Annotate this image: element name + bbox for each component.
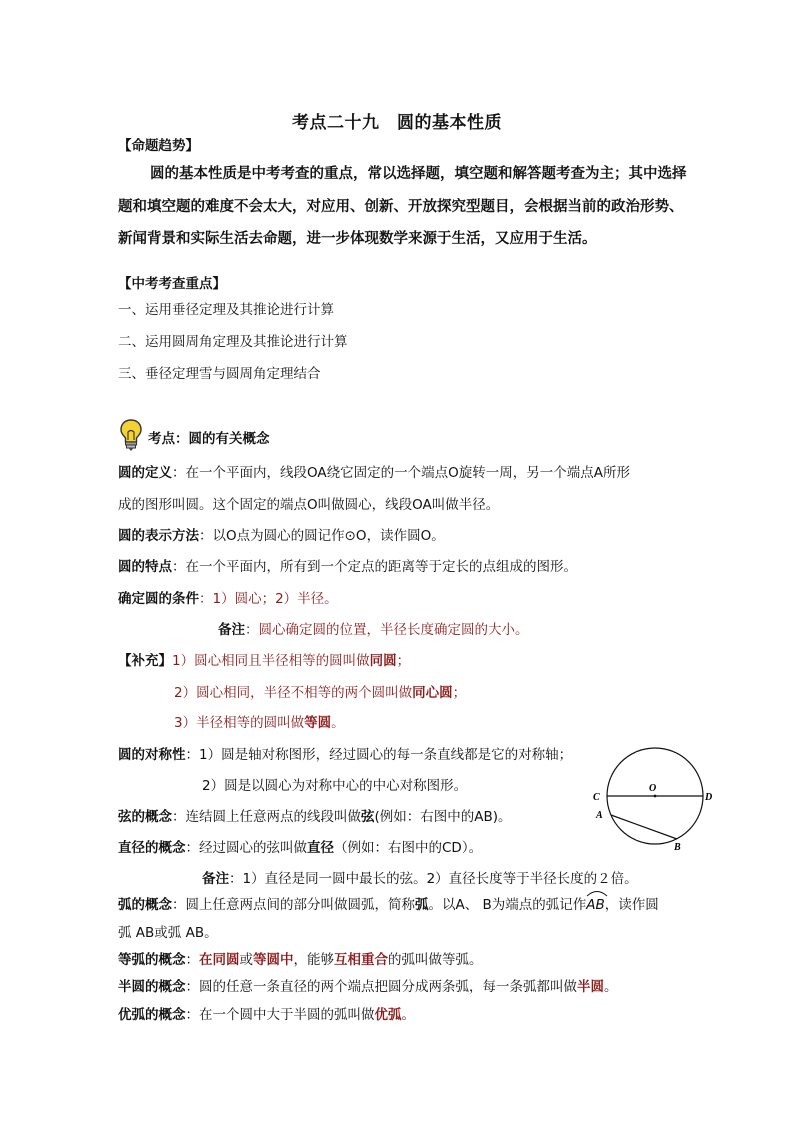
arc-notation	[586, 896, 605, 914]
notation-line	[118, 527, 445, 545]
key-point-1: 一、运用垂径定理及其推论进行计算	[118, 302, 334, 318]
equal-arc-or: 或	[239, 952, 253, 968]
notation-text: ：以O点为圆心的圆记作⊙O，读作圆O。	[199, 528, 445, 544]
section-title: 考点：圆的有关概念	[148, 431, 270, 447]
arc-pre: ：圆上任意两点间的部分叫做圆弧，简称	[172, 897, 415, 913]
key-point-2: 二、运用圆周角定理及其推论进行计算	[118, 334, 348, 350]
diameter-pre: ：经过圆心的弦叫做	[185, 840, 307, 856]
determine-text: ：1）圆心；2）半径。	[199, 591, 338, 607]
label-a: A	[596, 810, 603, 821]
center-point	[654, 795, 657, 798]
supplement-3-post: 。	[331, 715, 345, 731]
major-arc-term: 优弧	[374, 1007, 402, 1023]
equal-arc-line	[118, 951, 483, 969]
semicircle-pre: ：圆的任意一条直径的两个端点把圆分成两条弧，每一条弧都叫做	[185, 979, 577, 995]
determine-note-text: ：圆心确定圆的位置，半径长度确定圆的大小。	[245, 622, 529, 638]
determine-note-label: 备注	[218, 622, 245, 638]
semicircle-line	[118, 978, 618, 996]
supplement-label: 【补充】	[118, 653, 172, 669]
arc-symbol-icon	[586, 889, 608, 897]
equal-arc-colon: ：	[185, 952, 199, 968]
symmetry-line-1	[118, 746, 572, 764]
feature-text: ：在一个平面内，所有到一个定点的距离等于定长的点组成的图形。	[172, 559, 577, 575]
equal-arc-r3: 互相重合	[334, 952, 388, 968]
definition-label: 圆的定义	[118, 465, 172, 481]
diameter-note-text: ：1）直径是同一圆中最长的弦。2）直径长度等于半径长度的２倍。	[229, 871, 638, 887]
circle-diagram	[590, 744, 722, 854]
arc-line-2: 弧 AB或弧 AB。	[118, 925, 218, 941]
supplement-line-1	[118, 652, 410, 670]
semicircle-label: 半圆的概念	[118, 979, 186, 995]
trend-line-1: 圆的基本性质是中考考查的重点，常以选择题，填空题和解答题考查为主；其中选择	[150, 166, 687, 182]
diameter-post: （例如：右图中的CD）。	[334, 840, 483, 856]
feature-label: 圆的特点	[118, 559, 172, 575]
key-point-3: 三、垂径定理雪与圆周角定理结合	[118, 366, 321, 382]
equal-arc-r2: 等圆中	[253, 952, 294, 968]
trend-heading: 【命题趋势】	[118, 138, 199, 154]
arc-term: 弧	[415, 897, 429, 913]
chord-label: 弦的概念	[118, 809, 172, 825]
label-d: D	[705, 792, 713, 803]
supplement-2-pre: 2）圆心相同，半径不相等的两个圆叫做	[174, 685, 413, 701]
equal-arc-label: 等弧的概念	[118, 952, 186, 968]
equal-arc-mid: ，能够	[293, 952, 334, 968]
label-o: O	[649, 783, 657, 794]
diameter-line	[118, 839, 482, 857]
determine-line	[118, 590, 338, 608]
major-arc-post: 。	[401, 1007, 415, 1023]
semicircle-post: 。	[604, 979, 618, 995]
chord-line	[118, 808, 512, 826]
label-c: C	[593, 792, 600, 803]
key-points-heading: 【中考考查重点】	[118, 276, 226, 292]
supplement-1-pre: 1）圆心相同且半径相等的圆叫做	[172, 653, 370, 669]
diameter-term: 直径	[307, 840, 334, 856]
supplement-1-post: ；	[396, 653, 411, 669]
major-arc-line	[118, 1006, 415, 1024]
major-arc-label: 优弧的概念	[118, 1007, 186, 1023]
lightbulb-icon	[119, 418, 143, 452]
supplement-1-term: 同圆	[369, 653, 397, 669]
equal-arc-post: 的弧叫做等弧。	[388, 952, 483, 968]
determine-note	[218, 621, 529, 639]
equal-arc-r1: 在同圆	[199, 952, 240, 968]
trend-line-3: 新闻背景和实际生活去命题，进一步体现数学来源于生活，又应用于生活。	[118, 231, 597, 247]
feature-line	[118, 558, 577, 576]
page-title: 考点二十九 圆的基本性质	[292, 113, 502, 133]
arc-mid: 。以A、 B为端点的弧记作	[428, 897, 587, 913]
label-b: B	[674, 842, 681, 853]
arc-line-1	[118, 896, 659, 914]
definition-text-1: ：在一个平面内，线段OA绕它固定的一个端点O旋转一周，另一个端点A所形	[172, 465, 630, 481]
definition-line-2: 成的图形叫圆。这个固定的端点O叫做圆心，线段OA叫做半径。	[118, 497, 500, 513]
trend-line-2: 题和填空题的难度不会太大，对应用、创新、开放探究型题目，会根据当前的政治形势、	[118, 199, 684, 215]
supplement-2-term: 同心圆	[412, 685, 453, 701]
supplement-line-2	[174, 684, 466, 702]
arc-label: 弧的概念	[118, 897, 172, 913]
supplement-3-pre: 3）半径相等的圆叫做	[174, 715, 305, 731]
diameter-note	[202, 870, 638, 888]
symmetry-line-2: 2）圆是以圆心为对称中心的中心对称图形。	[202, 778, 468, 794]
determine-label: 确定圆的条件	[118, 591, 199, 607]
supplement-3-term: 等圆	[304, 715, 332, 731]
diameter-note-label: 备注	[202, 871, 229, 887]
supplement-line-3	[174, 714, 345, 732]
major-arc-pre: ：在一个圆中大于半圆的弧叫做	[185, 1007, 375, 1023]
arc-notation-text: AB	[586, 897, 605, 913]
chord-pre: ：连结圆上任意两点的线段叫做	[172, 809, 361, 825]
symmetry-text-1: ：1）圆是轴对称图形，经过圆心的每一条直线都是它的对称轴；	[185, 747, 573, 763]
semicircle-term: 半圆	[577, 979, 604, 995]
supplement-2-post: ；	[452, 685, 467, 701]
notation-label: 圆的表示方法	[118, 528, 199, 544]
definition-line-1	[118, 464, 630, 482]
symmetry-label: 圆的对称性	[118, 747, 186, 763]
arc-post: ，读作圆	[604, 897, 659, 913]
diameter-label: 直径的概念	[118, 840, 186, 856]
chord-ab	[611, 815, 677, 839]
chord-post: (例如：右图中的AB)。	[374, 809, 512, 825]
chord-term: 弦	[361, 809, 375, 825]
